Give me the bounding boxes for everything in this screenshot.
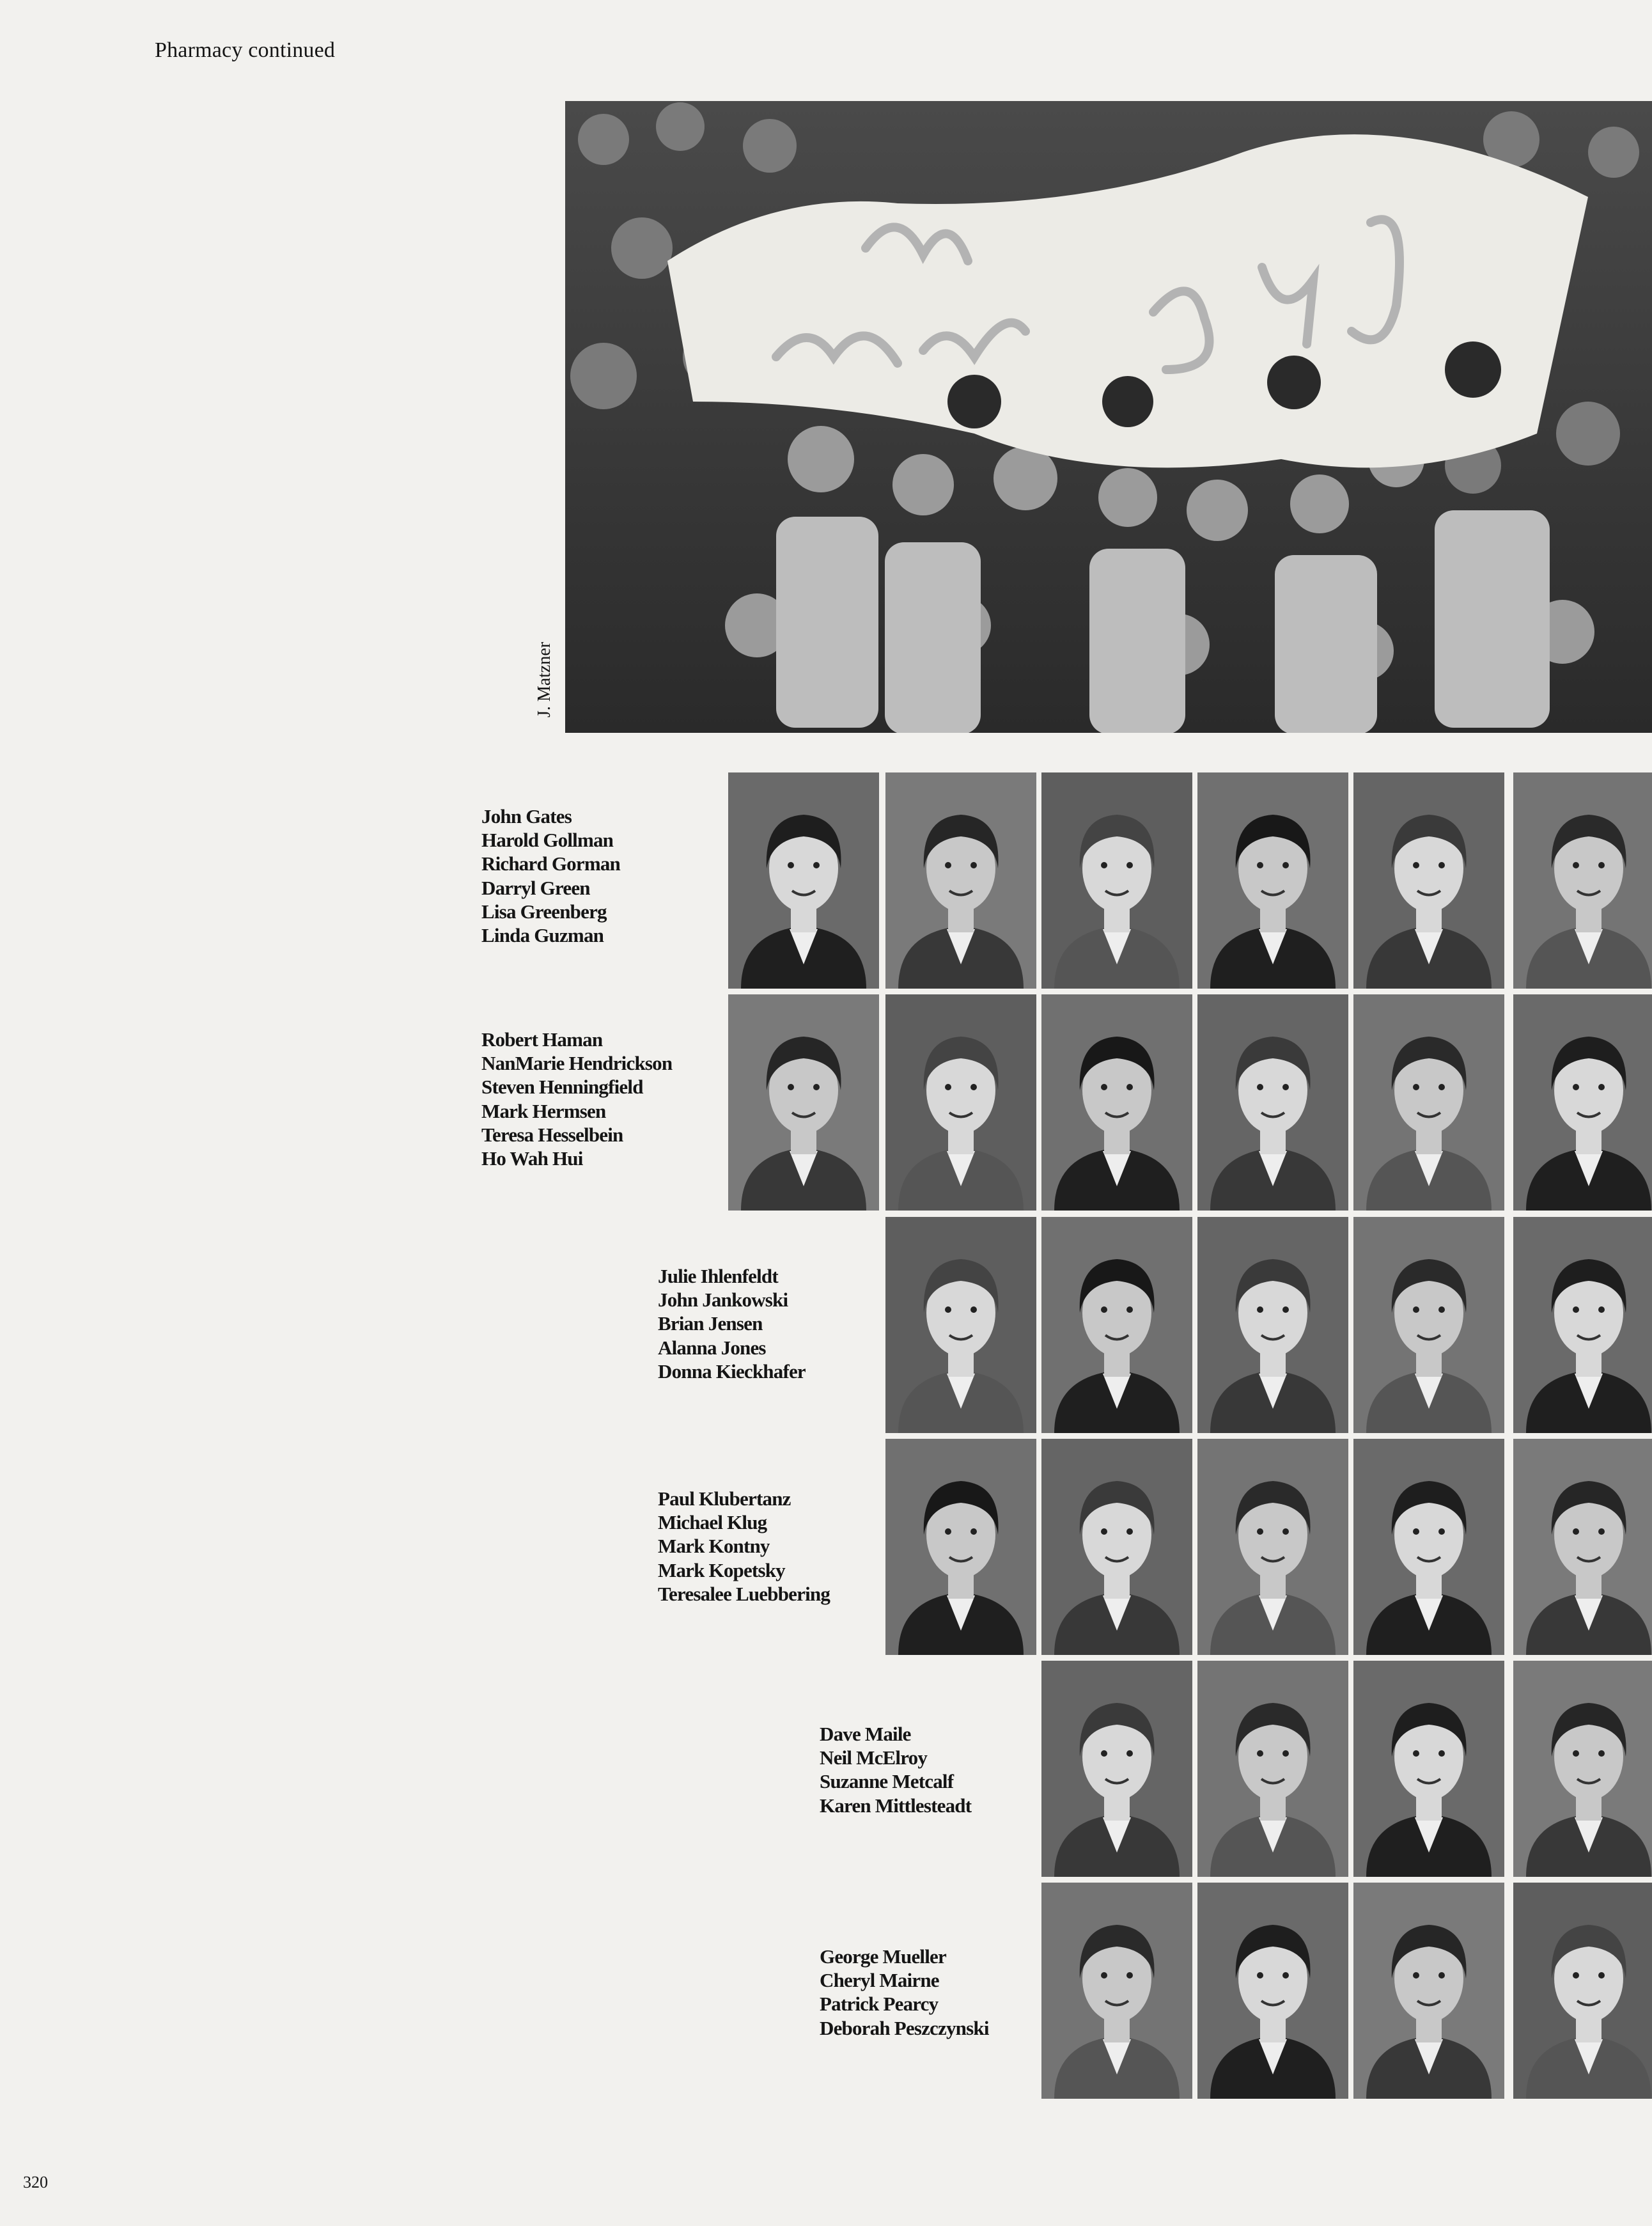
portrait-photo xyxy=(885,1439,1036,1655)
portrait-photo xyxy=(1197,1883,1348,2099)
crowd-photo-image xyxy=(565,101,1652,733)
portrait-photo xyxy=(1197,994,1348,1211)
portrait-photo xyxy=(1197,772,1348,989)
student-name: Mark Hermsen xyxy=(481,1099,606,1122)
student-name: Suzanne Metcalf xyxy=(820,1770,954,1793)
student-name: Donna Kieckhafer xyxy=(658,1360,806,1383)
portrait-photo xyxy=(1041,1217,1192,1433)
page-header: Pharmacy continued xyxy=(155,38,336,62)
student-name: George Mueller xyxy=(820,1945,946,1968)
student-name: Deborah Peszczynski xyxy=(820,2016,989,2039)
student-name: John Jankowski xyxy=(658,1289,788,1312)
portrait-photo xyxy=(728,994,879,1211)
portrait-photo xyxy=(1353,1217,1504,1433)
names-row-3 xyxy=(658,1264,806,1383)
portrait-photo xyxy=(1513,772,1652,989)
student-name: Michael Klug xyxy=(658,1511,767,1534)
student-name: Alanna Jones xyxy=(658,1336,766,1359)
portrait-photo xyxy=(1041,1439,1192,1655)
portrait-photo xyxy=(1513,1883,1652,2099)
names-row-6 xyxy=(820,1945,989,2040)
portrait-photo xyxy=(1353,994,1504,1211)
student-name: Harold Gollman xyxy=(481,829,614,852)
student-name: Robert Haman xyxy=(481,1028,603,1051)
portrait-photo xyxy=(1041,1883,1192,2099)
student-name: Brian Jensen xyxy=(658,1312,763,1335)
portrait-photo xyxy=(1041,1661,1192,1877)
student-name: Dave Maile xyxy=(820,1723,911,1745)
portrait-photo xyxy=(1353,772,1504,989)
student-name: Mark Kontny xyxy=(658,1535,770,1558)
student-name: Neil McElroy xyxy=(820,1746,928,1769)
portrait-photo xyxy=(1041,772,1192,989)
student-name: NanMarie Hendrickson xyxy=(481,1052,673,1075)
student-name: Julie Ihlenfeldt xyxy=(658,1265,778,1287)
student-name: Karen Mittlesteadt xyxy=(820,1794,972,1817)
names-row-5 xyxy=(820,1722,971,1817)
names-row-2 xyxy=(481,1028,672,1170)
student-name: Ho Wah Hui xyxy=(481,1147,583,1170)
student-name: Teresa Hesselbein xyxy=(481,1123,623,1146)
student-name: Paul Klubertanz xyxy=(658,1487,791,1510)
portrait-photo xyxy=(728,772,879,989)
names-row-1 xyxy=(481,804,620,947)
portrait-photo xyxy=(1513,1661,1652,1877)
page-number: 320 xyxy=(23,2173,48,2191)
student-name: Richard Gorman xyxy=(481,852,620,875)
portrait-photo xyxy=(1513,1217,1652,1433)
portrait-photo xyxy=(1513,994,1652,1211)
portrait-photo xyxy=(1353,1439,1504,1655)
student-name: Steven Henningfield xyxy=(481,1076,643,1099)
student-name: Linda Guzman xyxy=(481,923,604,946)
names-row-4 xyxy=(658,1487,830,1606)
portrait-photo xyxy=(1197,1439,1348,1655)
portrait-photo xyxy=(1041,994,1192,1211)
portrait-photo xyxy=(1197,1217,1348,1433)
student-name: Lisa Greenberg xyxy=(481,900,607,923)
portrait-photo xyxy=(1197,1661,1348,1877)
portrait-photo xyxy=(885,994,1036,1211)
photo-credit: J. Matzner xyxy=(534,641,554,717)
portrait-photo xyxy=(1353,1883,1504,2099)
portrait-grid xyxy=(728,772,1652,2099)
portrait-photo xyxy=(885,772,1036,989)
portrait-photo xyxy=(1513,1439,1652,1655)
student-name: Cheryl Mairne xyxy=(820,1969,939,1992)
student-name: Patrick Pearcy xyxy=(820,1993,939,2016)
portrait-photo xyxy=(885,1217,1036,1433)
student-name: Darryl Green xyxy=(481,876,590,899)
student-name: Mark Kopetsky xyxy=(658,1558,785,1581)
student-name: Teresalee Luebbering xyxy=(658,1582,830,1605)
portrait-photo xyxy=(1353,1661,1504,1877)
crowd-photo xyxy=(565,101,1652,733)
student-name: John Gates xyxy=(481,805,572,827)
